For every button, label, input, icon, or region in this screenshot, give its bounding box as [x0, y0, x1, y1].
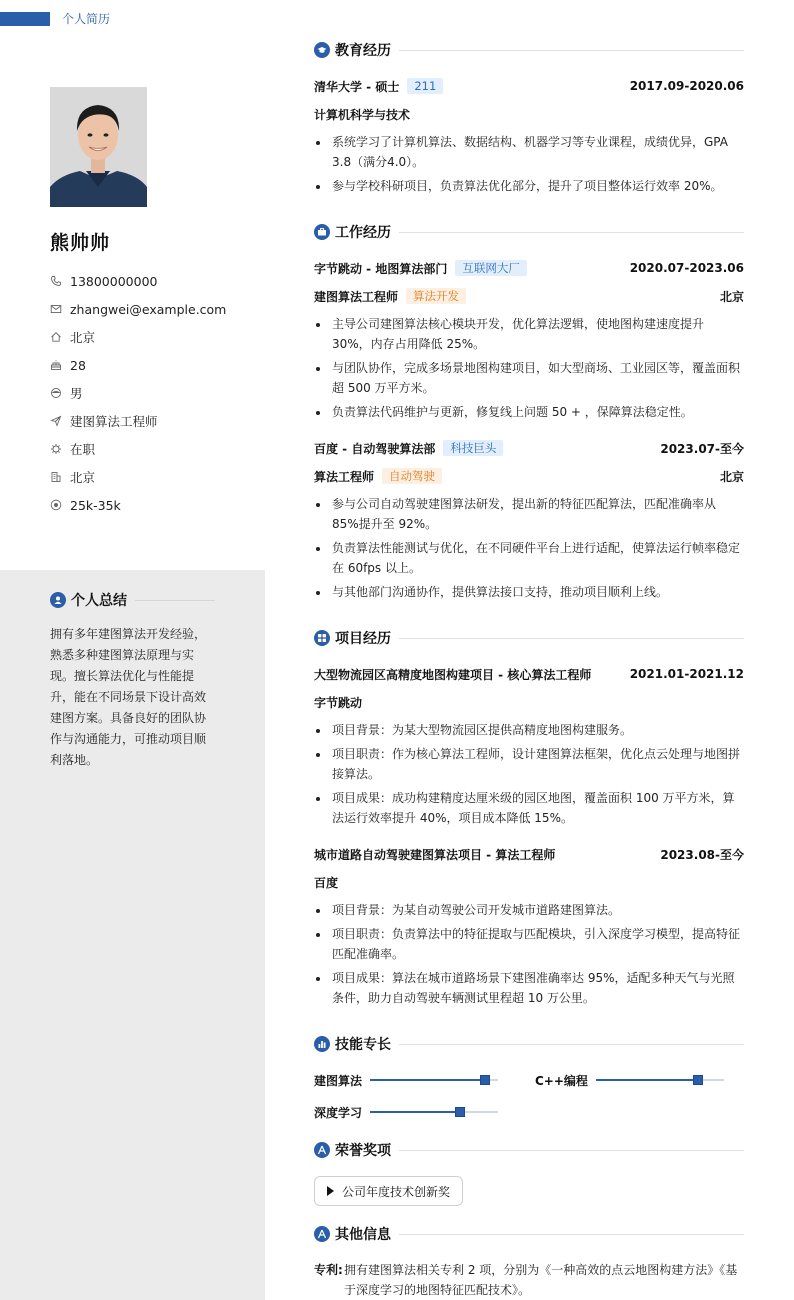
work-header	[314, 223, 744, 241]
company-name: 百度 - 自动驾驶算法部	[314, 441, 436, 456]
mail-icon	[50, 303, 62, 315]
send-icon	[50, 415, 62, 427]
list-item: 主导公司建图算法核心模块开发，优化算法逻辑，使地图构建速度提升 30%，内存占用降低 25%。	[314, 314, 744, 354]
skill-fill	[370, 1079, 485, 1081]
school-tag: 211	[407, 78, 443, 94]
project-company: 字节跳动	[314, 695, 363, 710]
skill-slider	[596, 1079, 724, 1081]
info-status	[50, 435, 250, 463]
list-item: 项目背景：为某自动驾驶公司开发城市道路建图算法。	[314, 900, 744, 920]
major: 计算机科学与技术	[314, 107, 411, 122]
education-row	[314, 77, 744, 95]
info-text: 男	[70, 386, 83, 401]
skill-knob	[480, 1075, 490, 1085]
user-icon	[50, 592, 66, 608]
job-date: 2020.07-2023.06	[629, 261, 744, 275]
other-info-row	[314, 1260, 744, 1300]
contact-info-list	[50, 267, 250, 519]
skill-name: 深度学习	[314, 1105, 363, 1120]
section-title: 工作经历	[335, 225, 391, 241]
info-location	[50, 323, 250, 351]
summary-text: 拥有多年建图算法开发经验，熟悉多种建图算法原理与实现。擅长算法优化与性能提升，能在不同场景下设计高效建图方案。具备良好的团队协作与沟通能力，可推动项目顺利落地。	[50, 627, 207, 767]
project-name: 大型物流园区高精度地图构建项目 - 核心算法工程师	[314, 667, 592, 682]
award-label: 公司年度技术创新奖	[342, 1184, 451, 1199]
info-salary	[50, 491, 250, 519]
play-icon	[327, 1186, 334, 1196]
project-company-row	[314, 693, 744, 711]
skill-knob	[455, 1107, 465, 1117]
list-item: 项目成果：算法在城市道路场景下建图准确率达 95%，适配多种天气与光照条件，助力自动驾驶车辆测试里程超 10 万公里。	[314, 968, 744, 1008]
other-header	[314, 1225, 744, 1243]
info-text: 建图算法工程师	[70, 414, 158, 429]
skill-knob	[693, 1075, 703, 1085]
skill-fill	[370, 1111, 460, 1113]
divider	[399, 638, 744, 639]
divider	[399, 1044, 744, 1045]
info-age	[50, 351, 250, 379]
company-name: 字节跳动 - 地图算法部门	[314, 261, 448, 276]
projects-header	[314, 629, 744, 647]
list-item: 与团队协作，完成多场景地图构建项目，如大型商场、工业园区等，覆盖面积超 500 万平方米。	[314, 358, 744, 398]
home-icon	[50, 331, 62, 343]
list-item: 负责算法性能测试与优化，在不同硬件平台上进行适配，使算法运行帧率稳定在 60fps 以上。	[314, 538, 744, 578]
summary-title: 个人总结	[71, 593, 127, 609]
skill-slider	[370, 1111, 498, 1113]
job-row	[314, 259, 744, 277]
cake-icon	[50, 359, 62, 371]
list-item: 项目背景：为某大型物流园区提供高精度地图构建服务。	[314, 720, 744, 740]
phone-icon	[50, 275, 62, 287]
job-city: 北京	[719, 289, 744, 304]
education-date: 2017.09-2020.06	[629, 79, 744, 93]
list-item: 项目成果：成功构建精度达厘米级的园区地图，覆盖面积 100 万平方米，算法运行效率提升 40%，项目成本降低 15%。	[314, 788, 744, 828]
info-text: 13800000000	[70, 273, 158, 289]
skill-item	[314, 1073, 498, 1087]
project-company: 百度	[314, 875, 339, 890]
list-item: 参与公司自动驾驶建图算法研发，提出新的特征匹配算法，匹配准确率从 85%提升至 92%。	[314, 494, 744, 534]
education-header	[314, 41, 744, 59]
project-date: 2023.08-至今	[660, 847, 744, 862]
divider	[135, 600, 215, 601]
skill-name: C++编程	[535, 1073, 588, 1088]
other-value: 拥有建图算法相关专利 2 项，分别为《一种高效的点云地图构建方法》《基于深度学习的地图特征匹配技术》。	[344, 1263, 738, 1297]
divider	[399, 50, 744, 51]
skills-header	[314, 1035, 744, 1053]
project-name: 城市道路自动驾驶建图算法项目 - 算法工程师	[314, 847, 556, 862]
list-item: 项目职责：作为核心算法工程师，设计建图算法框架，优化点云处理与地图拼接算法。	[314, 744, 744, 784]
skill-item	[535, 1073, 724, 1087]
salary-icon	[50, 499, 62, 511]
skill-fill	[596, 1079, 698, 1081]
job-row	[314, 439, 744, 457]
award-item-button[interactable]	[314, 1176, 463, 1206]
education-bullets	[314, 132, 744, 200]
section-title: 荣誉奖项	[335, 1143, 391, 1159]
role-name: 算法工程师	[314, 469, 375, 484]
school-name: 清华大学 - 硕士	[314, 79, 400, 94]
info-text: 北京	[70, 330, 96, 345]
company-tag: 科技巨头	[443, 440, 503, 456]
role-name: 建图算法工程师	[314, 289, 399, 304]
role-row	[314, 467, 744, 485]
awards-header	[314, 1141, 744, 1159]
project-row	[314, 845, 744, 863]
project-company-row	[314, 873, 744, 891]
info-text: 北京	[70, 470, 96, 485]
project-row	[314, 665, 744, 683]
bar-chart-icon	[314, 1036, 330, 1052]
job-bullets	[314, 314, 744, 426]
list-item: 参与学校科研项目，负责算法优化部分，提升了项目整体运行效率 20%。	[314, 176, 744, 196]
skill-name: 建图算法	[314, 1073, 363, 1088]
status-icon	[50, 443, 62, 455]
summary-header	[50, 590, 215, 610]
info-position	[50, 407, 250, 435]
info-phone	[50, 267, 250, 295]
building-icon	[50, 471, 62, 483]
resume-label: 个人简历	[62, 12, 111, 26]
project-date: 2021.01-2021.12	[629, 667, 744, 681]
info-gender	[50, 379, 250, 407]
project-bullets	[314, 900, 744, 1012]
info-email	[50, 295, 250, 323]
candidate-name: 熊帅帅	[50, 232, 111, 254]
section-title: 项目经历	[335, 631, 391, 647]
info-text: 28	[70, 357, 86, 373]
info-text: 在职	[70, 442, 96, 457]
job-date: 2023.07-至今	[660, 441, 744, 456]
other-key: 专利:	[314, 1263, 343, 1277]
info-city	[50, 463, 250, 491]
list-item: 与其他部门沟通协作，提供算法接口支持，推动项目顺利上线。	[314, 582, 744, 602]
divider	[399, 1150, 744, 1151]
job-city: 北京	[719, 469, 744, 484]
avatar	[50, 87, 147, 207]
briefcase-icon	[314, 224, 330, 240]
info-text: 25k-35k	[70, 497, 121, 513]
skill-slider	[370, 1079, 498, 1081]
list-item: 负责算法代码维护与更新，修复线上问题 50 + ，保障算法稳定性。	[314, 402, 744, 422]
section-title: 技能专长	[335, 1037, 391, 1053]
info-text: zhangwei@example.com	[70, 301, 227, 317]
section-title: 教育经历	[335, 43, 391, 59]
divider	[399, 1234, 744, 1235]
company-tag: 互联网大厂	[455, 260, 527, 276]
divider	[399, 232, 744, 233]
award-icon	[314, 1142, 330, 1158]
grid-icon	[314, 630, 330, 646]
graduation-cap-icon	[314, 42, 330, 58]
major-row	[314, 105, 744, 123]
list-item: 项目职责：负责算法中的特征提取与匹配模块，引入深度学习模型，提高特征匹配准确率。	[314, 924, 744, 964]
skill-item	[314, 1105, 498, 1119]
project-bullets	[314, 720, 744, 832]
job-bullets	[314, 494, 744, 606]
gender-icon	[50, 387, 62, 399]
role-tag: 算法开发	[406, 288, 466, 304]
info-icon	[314, 1226, 330, 1242]
role-row	[314, 287, 744, 305]
section-title: 其他信息	[335, 1227, 391, 1243]
role-tag: 自动驾驶	[382, 468, 442, 484]
list-item: 系统学习了计算机算法、数据结构、机器学习等专业课程，成绩优异，GPA 3.8（满分4.0）。	[314, 132, 744, 172]
